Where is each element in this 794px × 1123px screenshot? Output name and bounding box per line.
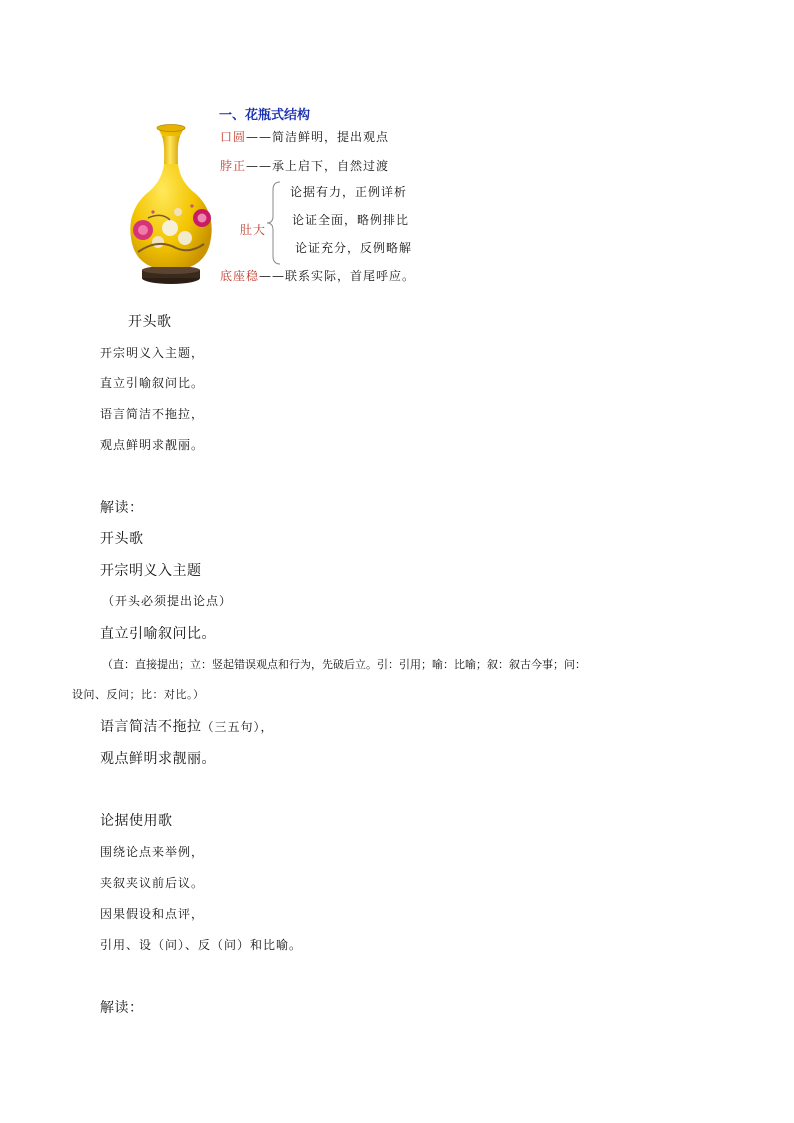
diagram-title: 一、花瓶式结构 [219,108,311,123]
belly-item-2: 论证全面，略例排比 [292,213,410,227]
neck-text: ——承上启下，自然过渡 [246,159,390,173]
interpretation-heading-1: 解读： [100,500,144,516]
belly-brace [266,180,282,266]
belly-item-1: 论据有力，正例详析 [290,185,408,199]
opening-song-title: 开头歌 [128,314,172,330]
opening-song-line-3: 语言简洁不拖拉， [100,407,205,421]
interpretation-line-4: 观点鲜明求靓丽。 [100,751,216,767]
mouth-text: ——简洁鲜明，提出观点 [246,130,390,144]
belly-label: 肚大 [240,223,267,237]
evidence-song-line-1: 围绕论点来举例， [100,845,205,859]
interpretation-line-3-main: 语言简洁不拖拉 [100,719,202,735]
interpretation-note-2a: （直：直接提出；立：竖起错误观点和行为，先破后立。引：引用；喻：比喻；叙：叙古今事；问： [102,658,586,671]
evidence-song-line-4: 引用、设（问）、反（问）和比喻。 [100,938,303,952]
interpretation-line-1: 开宗明义入主题 [100,563,202,579]
interpretation-line-3-note: （三五句）， [201,720,274,734]
base-label: 底座稳 [220,269,260,283]
neck-label: 脖正 [220,159,247,173]
mouth-label: 口圆 [220,130,247,144]
interpretation-line-3 [100,716,274,736]
interpretation-subtitle: 开头歌 [100,531,144,547]
opening-song-line-1: 开宗明义入主题， [100,346,205,360]
interpretation-note-2b: 设问、反问；比：对比。） [72,688,205,701]
opening-song-line-2: 直立引喻叙问比。 [100,376,205,390]
interpretation-line-2: 直立引喻叙问比。 [100,626,216,642]
evidence-song-title: 论据使用歌 [100,813,173,829]
evidence-song-line-2: 夹叙夹议前后议。 [100,876,205,890]
opening-song-line-4: 观点鲜明求靓丽。 [100,438,205,452]
evidence-song-line-3: 因果假设和点评， [100,907,205,921]
base-text: ——联系实际，首尾呼应。 [259,269,416,283]
mouth-row [220,128,389,145]
vase-illustration [118,120,224,286]
belly-item-3: 论证充分，反例略解 [295,241,413,255]
base-row [220,267,415,284]
interpretation-note-1: （开头必须提出论点） [102,594,233,608]
interpretation-heading-2: 解读： [100,1000,144,1016]
neck-row [220,157,389,174]
